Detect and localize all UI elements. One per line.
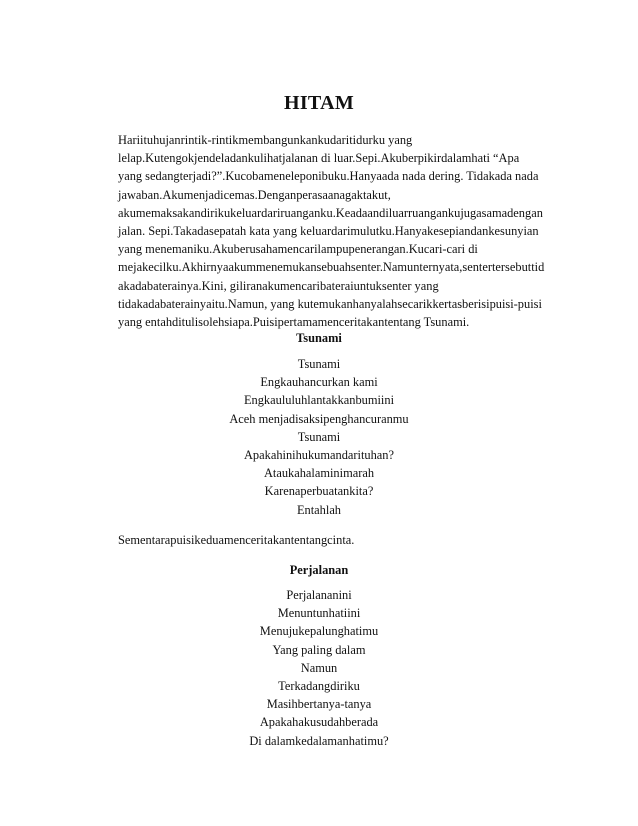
poem-title-perjalanan: Perjalanan: [289, 563, 349, 577]
intro-line: akadabaterainya.Kini, giliranakumencaribateraiuntuksenter yang: [118, 278, 439, 293]
poem-tsunami: [0, 355, 638, 519]
poem-title-tsunami: Tsunami: [296, 331, 342, 345]
intro-line: Hariituhujanrintik-rintikmembangunkankudaritidurku yang: [118, 133, 413, 147]
intro-paragraph: [118, 131, 554, 331]
intro-line: akumemaksakandirikukeluardariruanganku.Keadaandiluarruangankujugasamadengan: [118, 205, 543, 220]
poem-line: Engkaululuhlantakkanbumiini: [243, 393, 395, 408]
poem-line: Apakahinihukumandarituhan?: [243, 448, 395, 463]
document-title: HITAM: [283, 92, 354, 114]
poem-line: Masihbertanya-tanya: [266, 697, 372, 712]
poem-line: Entahlah: [296, 502, 342, 517]
poem-line: Perjalananini: [286, 588, 352, 602]
intro-line: tidakadabaterainyaitu.Namun, yang kutemukanhanyalahsecarikkertasberisipuisi-puisi: [118, 296, 542, 311]
intro-line: yang menemaniku.Akuberusahamencarilampupenerangan.Kucari-cari di: [118, 242, 478, 257]
poem-line: Tsunami: [297, 357, 341, 371]
poem-line: Terkadangdiriku: [278, 679, 360, 694]
poem-line: Menujukepalunghatimu: [259, 624, 379, 639]
poem-line: Namun: [300, 660, 338, 675]
intro-line: jalan. Sepi.Takadasepatah kata yang keluardarimulutku.Hanyakesepiandankesunyian: [118, 224, 539, 239]
poem-perjalanan: [0, 586, 638, 750]
poem-line: Aceh menjadisaksipenghancuranmu: [229, 411, 409, 426]
poem-line: Apakahakusudahberada: [259, 715, 379, 730]
intro-line: yang sedangterjadi?”.Kucobameneleponibuku.Hanyaada nada dering. Tidakada nada: [118, 169, 539, 184]
poem-line: Ataukahalaminimarah: [263, 466, 375, 481]
transition-sentence: Sementarapuisikeduamenceritakantentangcinta.: [118, 533, 355, 547]
intro-line: mejakecilku.Akhirnyaakummenemukansebuahsenter.Namunternyata,sentertersebuttid: [118, 260, 545, 275]
intro-line: yang entahditulisolehsiapa.Puisipertamamenceritakantentang Tsunami.: [118, 315, 470, 330]
poem-line: Di dalamkedalamanhatimu?: [249, 733, 389, 748]
poem-line: Tsunami: [297, 429, 341, 444]
poem-line: Yang paling dalam: [272, 642, 366, 657]
intro-line: jawaban.Akumenjadicemas.Denganperasaanagaktakut,: [118, 187, 391, 202]
poem-line: Engkauhancurkan kami: [260, 375, 378, 390]
intro-line: lelap.Kutengokjendeladankulihatjalanan di luar.Sepi.Akuberpikirdalamhati “Apa: [118, 151, 520, 166]
poem-line: Karenaperbuatankita?: [264, 484, 374, 499]
poem-line: Menuntunhatiini: [277, 606, 361, 621]
